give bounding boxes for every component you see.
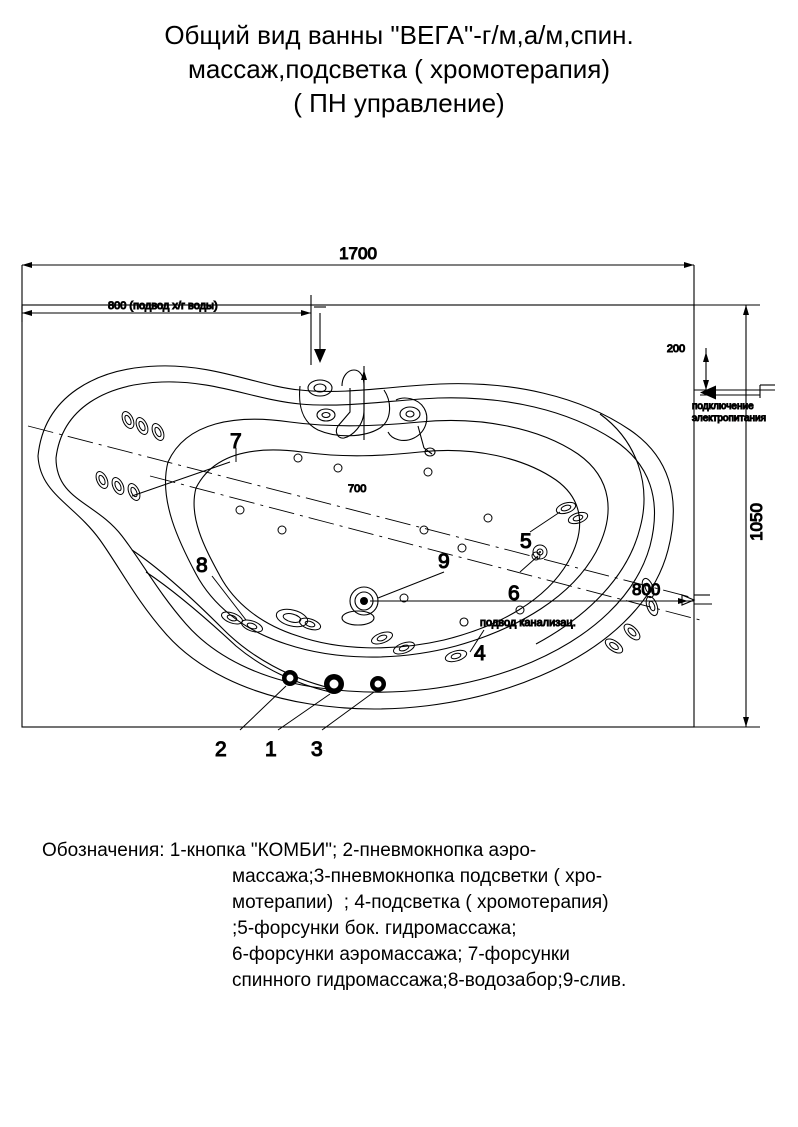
bath-outline-rect xyxy=(22,305,694,727)
dim-label-1050: 1050 xyxy=(747,503,766,541)
dim-label-200: 200 xyxy=(666,343,686,355)
legend-line-4: ;5-форсунки бок. гидромассажа; xyxy=(232,918,517,939)
dim-label-700: 700 xyxy=(348,483,367,495)
bath-step-contour-2 xyxy=(146,572,330,692)
legend-line-5: 6-форсунки аэромассажа; 7-форсунки xyxy=(232,944,570,965)
legend-line-1: Обозначения: 1-кнопка "КОМБИ"; 2-пневмокнопка аэро- xyxy=(42,840,537,861)
aero-jets xyxy=(236,454,541,614)
callout-leaders xyxy=(132,448,560,730)
callout-5: 5 xyxy=(520,530,532,553)
dim-label-800-bottom: 800 xyxy=(632,580,661,599)
callout-8: 8 xyxy=(196,554,208,577)
water-supply-arrow xyxy=(314,307,326,363)
dimension-800-bottom xyxy=(370,595,712,605)
power-connection-arrow xyxy=(700,385,775,400)
bath-right-contour xyxy=(536,414,644,644)
legend-line-2: массажа;3-пневмокнопка подсветки ( хро- xyxy=(232,866,603,887)
page-title xyxy=(0,18,798,120)
callout-6: 6 xyxy=(508,582,520,605)
legend-line-6: спинного гидромассажа;8-водозабор;9-слив. xyxy=(232,970,627,991)
dim-label-1700: 1700 xyxy=(339,244,377,263)
drain-group xyxy=(342,587,378,625)
side-hydro-jets xyxy=(555,500,660,656)
callout-1: 1 xyxy=(265,738,277,761)
legend-block xyxy=(42,838,772,994)
power-label-line2: электропитания xyxy=(692,413,767,424)
title-line-2: массаж,подсветка ( хромотерапия) xyxy=(187,54,611,84)
callout-4: 4 xyxy=(474,642,486,665)
legend-line-3: мотерапии) ; 4-подсветка ( хромотерапия) xyxy=(232,892,609,913)
technical-drawing xyxy=(0,200,798,820)
sewer-label: подвод канализац. xyxy=(480,617,576,629)
callout-3: 3 xyxy=(311,738,323,761)
dim-label-800-water: 800 (подвод х/г воды) xyxy=(108,300,218,312)
faucet-group xyxy=(300,370,435,456)
power-label-line1: подключение xyxy=(692,401,754,412)
sewer-point xyxy=(460,618,468,626)
callout-2: 2 xyxy=(215,738,227,761)
callout-9: 9 xyxy=(438,550,450,573)
title-line-1: Общий вид ванны "ВЕГА"-г/м,а/м,спин. xyxy=(164,20,634,50)
callout-7: 7 xyxy=(230,430,242,453)
title-line-3: ( ПН управление) xyxy=(293,88,505,118)
